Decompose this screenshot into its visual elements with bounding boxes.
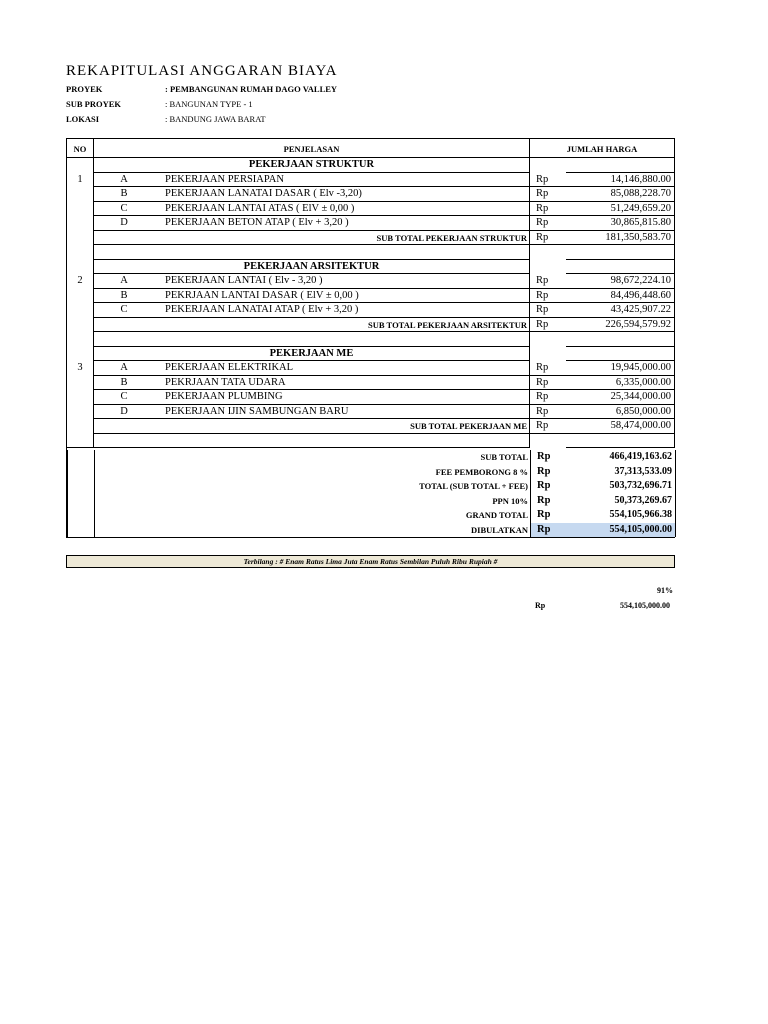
table-row: [66, 202, 675, 217]
subtotal-row: [66, 419, 675, 434]
cell-no: [66, 434, 94, 449]
subtotal-label: SUB TOTAL PEKERJAAN STRUKTUR: [94, 231, 530, 246]
cell-letter: B: [94, 376, 154, 391]
table-row: [66, 405, 675, 420]
cell-no: [67, 508, 95, 523]
cell-no: [66, 202, 94, 217]
section-title-row: [66, 158, 675, 173]
subtotal-label: SUB TOTAL PEKERJAAN ME: [94, 419, 530, 434]
table-row: [66, 187, 675, 202]
cell-desc: PEKRJAAN TATA UDARA: [154, 376, 530, 391]
table-row: [66, 376, 675, 391]
section-title: PEKERJAAN ME: [94, 347, 530, 362]
cell-no: [66, 245, 94, 260]
cell-currency: Rp: [537, 465, 551, 477]
cell-letter: D: [94, 216, 154, 231]
total-row: [67, 450, 675, 465]
cell-no: [66, 289, 94, 304]
cell-currency: Rp: [530, 274, 566, 289]
total-value: 554,105,000.00: [567, 523, 676, 538]
cell-value: [566, 434, 675, 449]
cell-no: [66, 216, 94, 231]
subtotal-value: 181,350,583.70: [566, 231, 675, 246]
blank-row: [66, 332, 675, 347]
subtotal-label: SUB TOTAL PEKERJAAN ARSITEKTUR: [94, 318, 530, 333]
cell-currency: Rp: [530, 318, 566, 333]
total-value: 37,313,533.09: [567, 465, 676, 480]
table-row: [66, 303, 675, 318]
cell-no: [67, 494, 95, 509]
cell-currency: Rp: [537, 451, 551, 462]
total-label: FEE PEMBORONG 8 %: [95, 465, 531, 480]
cell-currency: Rp: [537, 509, 551, 520]
subtotal-row: [66, 231, 675, 246]
cell-no: [67, 479, 95, 494]
meta-key: SUB PROYEK: [66, 99, 122, 109]
cell-no: 2: [66, 274, 94, 289]
cell-letter: A: [94, 361, 154, 376]
cell-desc: PEKERJAAN PERSIAPAN: [154, 173, 530, 188]
section-title: PEKERJAAN ARSITEKTUR: [94, 260, 530, 275]
meta-value: : BANDUNG JAWA BARAT: [165, 114, 266, 124]
cell-desc: [94, 434, 530, 449]
cell-no: [66, 303, 94, 318]
cell-value: 6,335,000.00: [566, 376, 675, 391]
cell-no: [66, 390, 94, 405]
subtotal-row: [66, 318, 675, 333]
cell-no: 3: [66, 361, 94, 376]
meta-key: LOKASI: [66, 114, 100, 124]
cell-value: 25,344,000.00: [566, 390, 675, 405]
cell-letter: C: [94, 390, 154, 405]
cell-no: [66, 419, 94, 434]
cell-value: 30,865,815.80: [566, 216, 675, 231]
total-label: TOTAL (SUB TOTAL + FEE): [95, 479, 531, 494]
cell-value: [566, 158, 675, 173]
cell-no: [66, 318, 94, 333]
cell-value: 51,249,659.20: [566, 202, 675, 217]
cell-value: [566, 347, 675, 362]
cell-currency: Rp: [530, 303, 566, 318]
header-desc: PENJELASAN: [94, 138, 530, 158]
cell-value: 14,146,880.00: [566, 173, 675, 188]
final-value: 554,105,000.00: [620, 601, 670, 610]
cell-currency: Rp: [530, 405, 566, 420]
total-row: [67, 479, 675, 494]
cell-desc: PEKERJAAN LANTAI ATAS ( ElV ± 0,00 ): [154, 202, 530, 217]
cell-desc: PEKERJAAN BETON ATAP ( Elv + 3,20 ): [154, 216, 530, 231]
cell-no: [66, 347, 94, 362]
header-amount: JUMLAH HARGA: [530, 138, 675, 158]
cell-value: [566, 260, 675, 275]
cell-no: [66, 332, 94, 347]
cell-desc: PEKERJAAN LANATAI DASAR ( Elv -3,20): [154, 187, 530, 202]
cell-currency: Rp: [530, 173, 566, 188]
cell-no: [67, 523, 95, 538]
final-currency: Rp: [535, 601, 546, 610]
percent-value: 91%: [657, 586, 673, 595]
blank-row: [66, 434, 675, 449]
total-row: [67, 465, 675, 480]
total-label: PPN 10%: [95, 494, 531, 509]
subtotal-value: 226,594,579.92: [566, 318, 675, 333]
cell-currency: Rp: [530, 419, 566, 434]
cell-currency: Rp: [530, 361, 566, 376]
cell-desc: [94, 332, 530, 347]
cell-currency: Rp: [531, 523, 567, 538]
cell-no: [66, 376, 94, 391]
cell-value: 43,425,907.22: [566, 303, 675, 318]
table-header: [66, 138, 675, 158]
total-value: 50,373,269.67: [567, 494, 676, 509]
cell-currency: Rp: [530, 390, 566, 405]
table-row: [66, 390, 675, 405]
total-label: GRAND TOTAL: [95, 508, 531, 523]
cell-desc: PEKERJAAN ELEKTRIKAL: [154, 361, 530, 376]
section-title-row: [66, 347, 675, 362]
total-value: 554,105,966.38: [567, 508, 676, 523]
cell-no: [66, 187, 94, 202]
cell-currency: Rp: [530, 231, 566, 246]
cell-desc: PEKERJAAN LANTAI ( Elv - 3,20 ): [154, 274, 530, 289]
cell-currency: Rp: [537, 480, 551, 491]
cell-currency: Rp: [530, 216, 566, 231]
section-title-row: [66, 260, 675, 275]
cell-value: 85,088,228.70: [566, 187, 675, 202]
table-row: [66, 274, 675, 289]
cell-desc: [94, 245, 530, 260]
cell-value: 98,672,224.10: [566, 274, 675, 289]
cell-desc: PEKERJAAN IJIN SAMBUNGAN BARU: [154, 405, 530, 420]
total-row: [67, 508, 675, 523]
cell-letter: C: [94, 303, 154, 318]
subtotal-value: 58,474,000.00: [566, 419, 675, 434]
cell-no: 1: [66, 173, 94, 188]
total-value: 466,419,163.62: [567, 450, 676, 465]
terbilang-box: Terbilang : # Enam Ratus Lima Juta Enam Ratus Sembilan Puluh Ribu Rupiah #: [66, 555, 675, 568]
cell-value: 19,945,000.00: [566, 361, 675, 376]
cell-letter: B: [94, 289, 154, 304]
total-label: SUB TOTAL: [95, 450, 531, 465]
total-value: 503,732,696.71: [567, 479, 676, 494]
cell-desc: PEKERJAAN LANATAI ATAP ( Elv + 3,20 ): [154, 303, 530, 318]
cell-currency: Rp: [530, 202, 566, 217]
header-no: NO: [66, 138, 94, 158]
cell-currency: Rp: [530, 289, 566, 304]
cell-no: [66, 158, 94, 173]
cell-desc: PEKERJAAN PLUMBING: [154, 390, 530, 405]
meta-value: : PEMBANGUNAN RUMAH DAGO VALLEY: [165, 84, 338, 94]
cell-letter: C: [94, 202, 154, 217]
totals-block: [66, 448, 675, 538]
table-row: [66, 289, 675, 304]
cell-value: [566, 245, 675, 260]
blank-row: [66, 245, 675, 260]
cell-desc: PEKRJAAN LANTAI DASAR ( ElV ± 0,00 ): [154, 289, 530, 304]
cell-no: [66, 231, 94, 246]
cell-letter: A: [94, 173, 154, 188]
document-title: REKAPITULASI ANGGARAN BIAYA: [66, 63, 338, 79]
meta-key: PROYEK: [66, 84, 103, 94]
cell-currency: Rp: [530, 187, 566, 202]
total-row: [67, 494, 675, 509]
table-row: [66, 361, 675, 376]
cell-letter: A: [94, 274, 154, 289]
cell-value: [566, 332, 675, 347]
cell-no: [66, 405, 94, 420]
cell-value: 6,850,000.00: [566, 405, 675, 420]
cell-value: 84,496,448.60: [566, 289, 675, 304]
cell-currency: Rp: [537, 494, 551, 506]
cell-no: [67, 450, 95, 465]
cell-letter: D: [94, 405, 154, 420]
table-row: [66, 173, 675, 188]
total-label: DIBULATKAN: [95, 523, 531, 538]
budget-table: [66, 138, 675, 538]
cell-no: [66, 260, 94, 275]
meta-value: : BANGUNAN TYPE - 1: [165, 99, 253, 109]
table-row: [66, 216, 675, 231]
total-row: [67, 523, 675, 538]
cell-letter: B: [94, 187, 154, 202]
cell-no: [67, 465, 95, 480]
section-title: PEKERJAAN STRUKTUR: [94, 158, 530, 173]
cell-currency: Rp: [530, 376, 566, 391]
